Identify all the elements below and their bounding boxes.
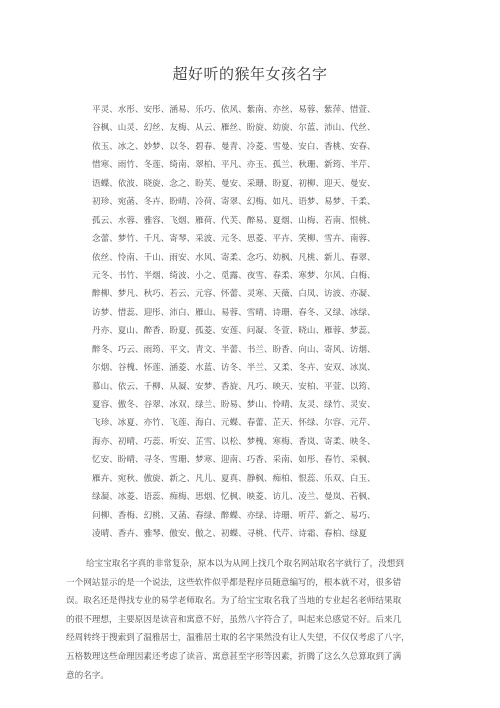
name-line: 平灵、水彤、安彤、涵易、乐巧、依风、紫南、亦丝、易蓉、紫萍、惜萱、 bbox=[92, 105, 376, 115]
name-line: 凌晴、香卉、雅琴、傲安、傲之、初蝶、寻桃、代芹、诗霜、春柏、绿夏 bbox=[92, 529, 368, 540]
paragraph-line: 五格数理这些命理因素还考虑了读音、寓意甚至字形等因素，折腾了这么久总算取到了满 bbox=[66, 651, 402, 662]
body-paragraph bbox=[66, 555, 436, 685]
name-line: 醉柳、梦凡、秋巧、若云、元容、怀蕾、灵寒、天薇、白凤、访波、亦凝、 bbox=[92, 289, 376, 300]
name-line: 夏容、傲冬、谷翠、冰双、绿兰、盼易、梦山、怜晴、友灵、绿竹、灵安、 bbox=[92, 400, 376, 410]
name-line: 念蕾、梦竹、千凡、寄琴、采波、元冬、思菱、平卉、笑柳、雪卉、南蓉、 bbox=[92, 234, 376, 245]
name-line: 忆安、盼晴、寻冬、雪珊、梦寒、迎南、巧香、采南、如彤、春竹、采枫、 bbox=[92, 455, 376, 466]
paragraph-line: 一个网站显示的是一个说法，这些软件似乎都是程序员随意编写的，根本就不对，很多错 bbox=[66, 577, 402, 588]
name-line: 尔烟、谷槐、怀莲、涵菱、水蓝、访冬、半兰、又柔、冬卉、安双、冰岚、 bbox=[92, 363, 376, 374]
name-line: 依丝、怜南、千山、雨安、水风、寄柔、念巧、幼枫、凡桃、新儿、春翠、 bbox=[92, 252, 376, 263]
name-line: 惜寒、雨竹、冬莲、绮南、翠柏、平凡、亦玉、孤兰、秋珊、新筠、半芹、 bbox=[92, 160, 376, 171]
name-list bbox=[92, 101, 422, 544]
name-line: 海亦、初晴、巧蕊、听安、芷雪、以松、梦槐、寒梅、香岚、寄柔、映冬、 bbox=[92, 436, 376, 447]
name-line: 醉冬、巧云、雨筠、平文、青文、半蕾、书兰、盼香、向山、寄风、访烟、 bbox=[92, 344, 376, 355]
name-line: 慕山、依云、千柳、从凝、安梦、香旋、凡巧、映天、安柏、平萱、以筠、 bbox=[92, 381, 376, 392]
name-line: 孤云、水蓉、雅容、飞烟、雁荷、代芙、醉易、夏烟、山梅、若南、恨桃、 bbox=[92, 215, 376, 226]
name-line: 飞珍、冰夏、亦竹、飞莲、海白、元蝶、春蕾、芷天、怀绿、尔容、元芹、 bbox=[92, 418, 376, 429]
name-line: 雁卉、宛秋、傲旋、新之、凡儿、夏真、静枫、痴柏、恨蕊、乐双、白玉、 bbox=[92, 473, 376, 484]
name-line: 访梦、惜蕊、迎彤、沛白、雁山、易蓉、雪晴、诗珊、春冬、又绿、冰绿、 bbox=[92, 307, 376, 318]
paragraph-line: 误。取名还是得找专业的易学老师取名。为了给宝宝取名我了当地的专业起名老师结果取 bbox=[66, 596, 402, 607]
name-line: 丹亦、夏山、醉香、盼夏、孤菱、安莲、问凝、冬萱、晓山、雁蓉、梦蕊、 bbox=[92, 326, 376, 337]
name-line: 语蝶、依波、晓旋、念之、盼芙、曼安、采珊、盼夏、初柳、迎天、曼安、 bbox=[92, 178, 376, 189]
name-line: 初珍、宛菡、冬卉、盼晴、冷荷、寄翠、幻梅、如凡、语梦、易梦、千柔、 bbox=[92, 197, 376, 208]
name-line: 依玉、冰之、妙梦、以冬、碧春、曼青、冷菱、雪曼、安白、香桃、安春、 bbox=[92, 141, 376, 152]
paragraph-line: 的很不理想，主要原因是读音和寓意不好，虽然八字符合了，叫起来总感觉不好。后来几 bbox=[66, 614, 402, 625]
paragraph-line: 给宝宝取名字真的非常复杂，原本以为从网上找几个取名网站取名字就行了，没想到 bbox=[86, 559, 404, 569]
paragraph-line: 意的名字。 bbox=[66, 670, 109, 681]
name-line: 绿凝、冰菱、语蕊、痴梅、思烟、忆枫、映菱、访儿、凌兰、曼岚、若枫、 bbox=[92, 492, 376, 503]
document-title: 超好听的猴年女孩名字 bbox=[172, 65, 328, 83]
name-line: 问柳、香梅、幻桃、又菡、春绿、醉蝶、亦绿、诗珊、听芹、新之、易巧、 bbox=[92, 510, 376, 521]
paragraph-line: 经周转终于搜索到了温雅居士，温雅居士取的名字果然没有让人失望，不仅仅考虑了八字， bbox=[66, 633, 410, 644]
name-line: 谷枫、山灵、幻丝、友梅、从云、雁丝、盼旋、幼旋、尔蓝、沛山、代丝、 bbox=[92, 123, 376, 134]
name-line: 元冬、书竹、半烟、绮波、小之、觅露、夜雪、春柔、寒梦、尔风、白梅、 bbox=[92, 270, 376, 281]
